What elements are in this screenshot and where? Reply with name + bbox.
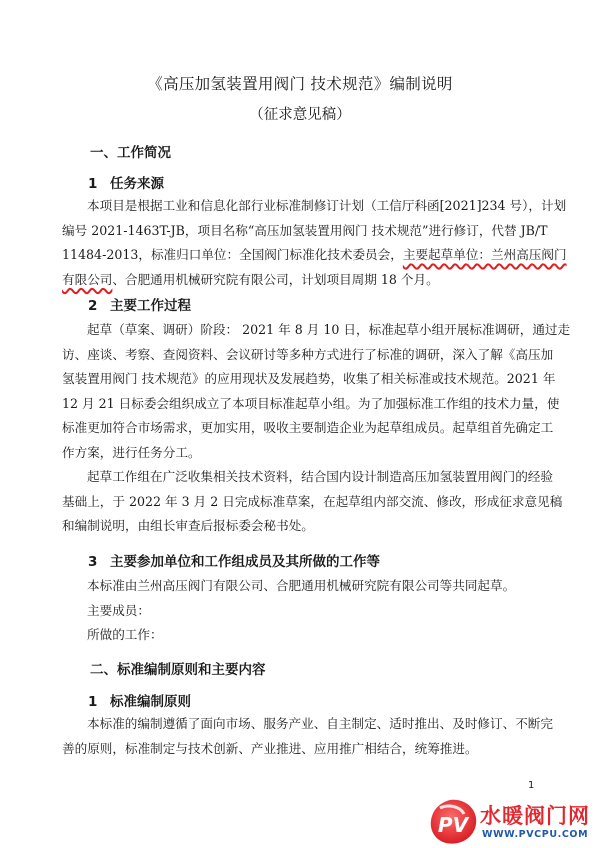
subsection-number: 1 [88, 694, 98, 710]
subsection-title: 任务来源 [110, 176, 164, 192]
subsection-heading-1-3 [88, 550, 380, 570]
subsection-heading-1-2 [88, 294, 191, 314]
paragraph-participants [62, 574, 538, 648]
text-line: 基础上，于 2022 年 3 月 2 日完成标准草案，在起草组内部交流、修改，形成征求意见稿 [62, 493, 563, 509]
subsection-heading-2-1 [88, 690, 191, 710]
text-segment: 、合肥通用机械研究院有限公司，计划项目周期 18 个月。 [112, 271, 439, 287]
document-subtitle: （征求意见稿） [249, 107, 351, 123]
text-line: 起草工作组在广泛收集相关技术资料，结合国内设计制造高压加氢装置用阀门的经验 [87, 469, 553, 484]
subsection-title: 主要参加单位和工作组成员及其所做的工作等 [110, 554, 380, 570]
text-line: 本标准的编制遵循了面向市场、服务产业、自主制定、适时推出、及时修订、不断完 [87, 716, 553, 731]
subsection-number: 2 [88, 298, 98, 314]
subsection-number: 3 [88, 554, 98, 570]
subsection-title: 主要工作过程 [110, 298, 191, 314]
text-line: 氢装置用阀门 技术规范》的应用现状及发展趋势，收集了相关标准或技术规范。2021 年 [62, 371, 556, 386]
paragraph-process-1 [62, 318, 571, 465]
text-line: 标准更加符合市场需求，更加实用，吸收主要制造企业为起草组成员。起草组首先确定工 [62, 420, 554, 435]
text-segment: 11484-2013，标准归口单位：全国阀门标准化技术委员会， [62, 247, 403, 262]
paragraph-principles [62, 712, 553, 761]
text-line [62, 243, 567, 268]
highlighted-drafting-unit-cont: 有限公司 [62, 271, 113, 287]
pv-logo-icon [426, 796, 480, 848]
text-line: 作方案，进行任务分工。 [62, 444, 201, 460]
section-heading-1: 一、工作简况 [90, 145, 171, 161]
text-line: 善的原则，标准制定与技术创新、产业推进、应用推广相结合，统筹推进。 [62, 740, 478, 756]
paragraph-task-source [62, 194, 567, 292]
watermark-site-url: WWW.PVCPU.COM [482, 829, 589, 840]
logo-mark-letters: PV [437, 813, 469, 837]
text-line: 本标准由兰州高压阀门有限公司、合肥通用机械研究院有限公司等共同起草。 [87, 578, 516, 593]
document-title: 《高压加氢装置用阀门 技术规范》编制说明 [147, 75, 453, 93]
text-line: 12 月 21 日标委会组织成立了本项目标准起草小组。为了加强标准工作组的技术力量，使 [62, 395, 560, 411]
text-line: 起草（草案、调研）阶段： 2021 年 8 月 10 日，标准起草小组开展标准调研，通过走 [87, 322, 571, 337]
watermark-logo [420, 796, 600, 848]
text-line [62, 268, 538, 293]
paragraph-process-2 [62, 465, 563, 539]
text-line: 所做的工作： [87, 627, 163, 642]
subsection-number: 1 [88, 176, 98, 192]
subsection-title: 标准编制原则 [110, 694, 191, 710]
text-line: 主要成员： [87, 602, 150, 618]
text-line: 和编制说明，由组长审查后报标委会秘书处。 [62, 518, 314, 533]
text-line: 本项目是根据工业和信息化部行业标准制修订计划（工信厅科函[2021]234 号），计划 [87, 198, 567, 213]
highlighted-drafting-unit: 主要起草单位：兰州高压阀门 [402, 247, 567, 262]
section-heading-2: 二、标准编制原则和主要内容 [90, 662, 266, 678]
text-line: 编号 2021-1463T-JB，项目名称“高压加氢装置用阀门 技术规范”进行修订，代替 JB/T [62, 222, 548, 238]
subsection-heading-1-1 [88, 172, 164, 192]
watermark-site-name: 水暖阀门网 [480, 804, 590, 828]
text-line: 访、座谈、考察、查阅资料、会议研讨等多种方式进行了标准的调研，深入了解《高压加 [62, 346, 554, 362]
page-number: 1 [528, 780, 535, 791]
